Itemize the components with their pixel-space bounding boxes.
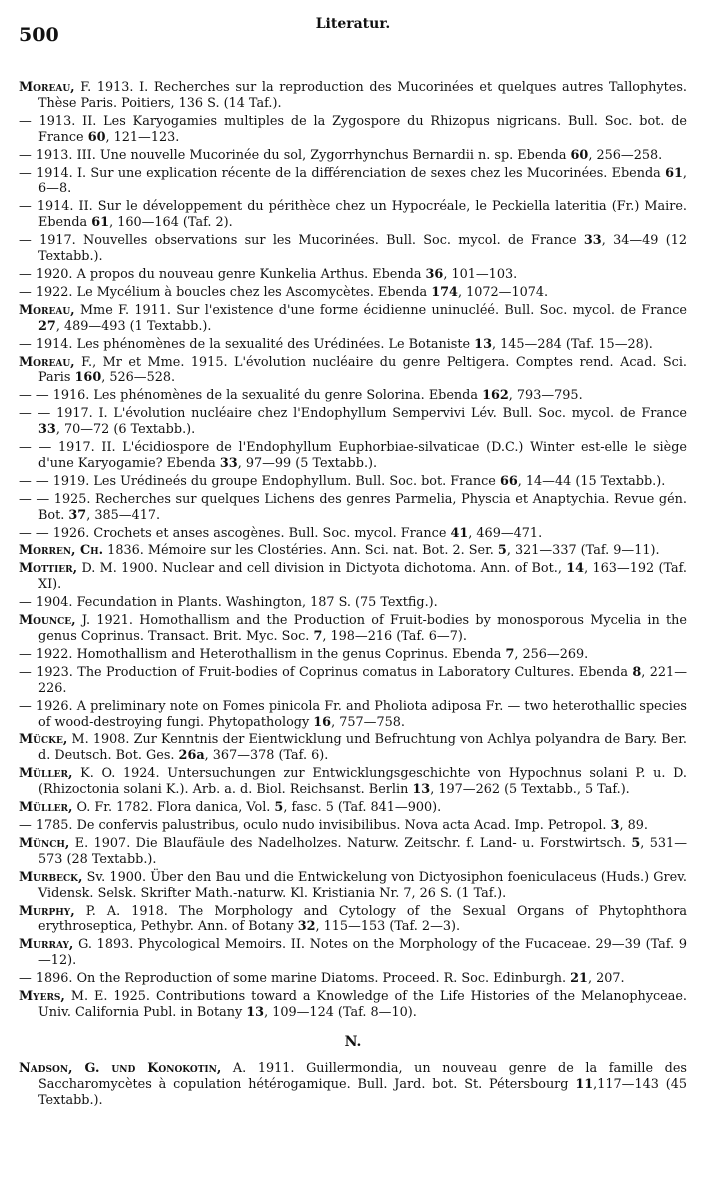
entry-text-end: , 757—758. (331, 714, 405, 730)
entry-text-end: , 197—262 (5 Textabb., 5 Taf.). (430, 782, 630, 798)
bibliography-entry (19, 337, 687, 353)
bibliography-entry (19, 613, 687, 645)
entry-author: Mücke, (19, 732, 68, 748)
entry-volume: 33 (38, 422, 56, 438)
bibliography-entry (19, 561, 687, 593)
entry-text-end: , 321—337 (Taf. 9—11). (506, 543, 660, 559)
entry-author: Mounce, (19, 613, 76, 629)
entry-author: Münch, (19, 835, 70, 851)
entry-volume: 33 (219, 455, 238, 471)
entry-text: — — 1916. Les phénomènes de la sexualité du genre Solorina. Ebenda (19, 388, 483, 404)
running-title: Literatur. (315, 16, 391, 32)
entry-volume: 11 (575, 1076, 594, 1092)
entry-text: — 1913. III. Une nouvelle Mucorinée du sol, Zygorrhynchus Bernardii n. sp. Ebenda (19, 147, 571, 163)
bibliography-entry (19, 665, 687, 697)
bibliography-entry (19, 440, 687, 472)
entry-volume: 66 (499, 473, 518, 489)
bibliography-entry (19, 1061, 687, 1109)
entry-text-end: , 526—528. (101, 370, 176, 386)
entry-text-end: ,117—143 (45 Textabb.). (38, 1076, 687, 1108)
entry-text-end: , 207. (587, 971, 625, 987)
entry-author: Moreau, (19, 354, 75, 370)
entry-author: Morren, Ch. (19, 543, 104, 559)
entry-text-end: , 1072—1074. (457, 284, 549, 300)
entry-volume: 5 (631, 835, 641, 851)
bibliography-entry (19, 80, 687, 112)
entry-text: — — 1919. Les Urédineés du groupe Endophyllum. Bull. Soc. bot. France (19, 473, 500, 489)
entry-author: Moreau, (19, 302, 75, 318)
bibliography-entry (19, 818, 687, 834)
entry-text: M. 1908. Zur Kenntnis der Eientwicklung und Befruchtung von Achlya polyandra de Bary. Ber. d. Deutsch. Bot. Ges. (38, 732, 687, 764)
entry-volume: 60 (87, 129, 106, 145)
entry-text: A. 1911. Guillermondia, un nouveau genre de la famille des Saccharomycètes à copulation hétérogamique. Bull. Jard. bot. St. Pétersbourg (38, 1060, 687, 1092)
bibliography-entry (19, 732, 687, 764)
bibliography-entry (19, 492, 687, 524)
entry-volume: 162 (482, 388, 509, 404)
entry-author: Murphy, (19, 903, 75, 919)
entry-text-end: , 531—573 (28 Textabb.). (38, 835, 687, 867)
bibliography-entry (19, 937, 687, 969)
bibliography-entry (19, 989, 687, 1021)
entry-text: E. 1907. Die Blaufäule des Nadelholzes. Naturw. Zeitschr. f. Land- u. Forstwirtsch. (69, 835, 632, 851)
entry-text-end: , 385—417. (86, 507, 161, 523)
entry-volume: 16 (313, 714, 332, 730)
section-letter: N. (344, 1033, 362, 1050)
entry-text-end: , 256—269. (514, 646, 589, 662)
entry-author: Nadson, G. und Konokotin, (19, 1060, 222, 1076)
page-header (19, 16, 687, 50)
entry-text: M. E. 1925. Contributions toward a Knowledge of the Life Histories of the Melanophyceae. Univ. California Publ. in Botany (38, 989, 687, 1020)
entry-text: — 1785. De confervis palustribus, oculo nudo invisibilibus. Nova acta Acad. Imp. Petropol. (19, 817, 611, 833)
entry-text: — 1917. Nouvelles observations sur les Mucorinées. Bull. Soc. mycol. de France (19, 233, 584, 249)
entry-text-end: , 97—99 (5 Textabb.). (237, 455, 378, 471)
entry-text-end: , 34—49 (12 Textabb.). (38, 233, 688, 265)
entry-text-end: , 145—284 (Taf. 15—28). (491, 336, 653, 352)
bibliography-entry (19, 474, 687, 490)
entry-volume: 36 (425, 266, 444, 282)
entry-text: — 1922. Homothallism and Heterothallism in the genus Coprinus. Ebenda (19, 646, 506, 662)
entry-text: — 1904. Fecundation in Plants. Washington, 187 S. (75 Textfig.). (19, 595, 438, 611)
bibliography-entry (19, 267, 687, 283)
bibliography-entry (19, 870, 687, 902)
bibliography-entry (19, 699, 687, 731)
entry-text: — — 1925. Recherches sur quelques Lichens des genres Parmelia, Physcia et Anaptychia. Revue gén. Bot. (19, 491, 687, 523)
entry-text: 1836. Mémoire sur les Clostéries. Ann. Sci. nat. Bot. 2. Ser. (103, 543, 498, 559)
entry-text: — — 1917. I. L'évolution nucléaire chez l'Endophyllum Sempervivi Lév. Bull. Soc. mycol. de France (19, 406, 687, 422)
bibliography-entries-n (19, 1061, 687, 1109)
bibliography-entry (19, 166, 687, 198)
bibliography-entries-m (19, 80, 687, 1021)
entry-volume: 27 (38, 318, 56, 334)
entry-text-end: , 367—378 (Taf. 6). (204, 748, 329, 764)
entry-volume: 26a (178, 748, 205, 764)
entry-text: — — 1917. II. L'écidiospore de l'Endophyllum Euphorbiae-silvaticae (D.C.) Winter est-elle le siège d'une Karyogamie? Ebenda (19, 440, 687, 471)
entry-volume: 8 (632, 664, 642, 680)
entry-text-end: , 101—103. (443, 266, 518, 282)
entry-text-end: , 198—216 (Taf. 6—7). (322, 629, 467, 644)
entry-text: P. A. 1918. The Morphology and Cytology of the Sexual Organs of Phytophthora erythroseptica, Pethybr. Ann. of Botany (38, 903, 687, 935)
entry-volume: 5 (274, 800, 284, 816)
bibliography-entry (19, 114, 687, 146)
entry-author: Müller, (19, 800, 73, 816)
bibliography-entry (19, 199, 687, 231)
bibliography-entry (19, 543, 687, 559)
entry-text-end: , 163—192 (Taf. XI). (38, 561, 687, 593)
entry-text: J. 1921. Homothallism and the Production of Fruit-bodies by monosporous Mycelia in the genus Coprinus. Transact. Brit. Myc. Soc. (38, 613, 687, 644)
bibliography-entry (19, 526, 687, 542)
entry-text: — 1914. II. Sur le développement du périthèce chez un Hypocréale, le Peckiella lateritia (Fr.) Maire. Ebenda (19, 199, 687, 231)
entry-volume: 13 (246, 1004, 265, 1020)
entry-text-end: , 469—471. (468, 525, 543, 541)
bibliography-entry (19, 647, 687, 663)
bibliography-entry (19, 971, 687, 987)
entry-text: Mme F. 1911. Sur l'existence d'une forme écidienne uninucléé. Bull. Soc. mycol. de France (74, 302, 687, 318)
entry-volume: 61 (665, 165, 683, 181)
entry-volume: 41 (450, 525, 469, 541)
bibliography-entry (19, 233, 687, 265)
entry-text-end: , 14—44 (15 Textabb.). (517, 473, 666, 489)
entry-text-end: , 221—226. (38, 664, 687, 696)
entry-text: — 1920. A propos du nouveau genre Kunkelia Arthus. Ebenda (19, 266, 426, 282)
entry-text-end: , 109—124 (Taf. 8—10). (264, 1004, 417, 1020)
entry-volume: 37 (68, 507, 87, 523)
entry-text: — 1926. A preliminary note on Fomes pinicola Fr. and Pholiota adiposa Fr. — two heterothallic species of wood-destroying fungi. Phytopathology (19, 698, 687, 730)
entry-text-end: , 115—153 (Taf. 2—3). (315, 919, 461, 935)
entry-text-end: , 489—493 (1 Textabb.). (55, 318, 212, 334)
entry-volume: 33 (583, 233, 602, 249)
entry-author: Müller, (19, 766, 73, 782)
entry-volume: 7 (505, 646, 515, 662)
entry-text-end: , 6—8. (38, 165, 687, 197)
entry-volume: 7 (313, 629, 323, 644)
entry-text: F. 1913. I. Recherches sur la reproduction des Mucorinées et quelques autres Tallophytes. Thèse Paris. Poitiers, 136 S. (14 Taf.). (38, 80, 687, 111)
bibliography-entry (19, 388, 687, 404)
entry-text: — 1914. Les phénomènes de la sexualité des Urédinées. Le Botaniste (19, 336, 475, 352)
entry-author: Myers, (19, 989, 65, 1005)
entry-text-end: , 256—258. (588, 147, 663, 163)
entry-text: K. O. 1924. Untersuchungen zur Entwicklungsgeschichte von Hypochnus solani P. u. D. (Rhizoctonia solani K.). Arb. a. d. Biol. Reichsanst. Berlin (38, 766, 687, 798)
bibliography-entry (19, 836, 687, 868)
bibliography-entry (19, 800, 687, 816)
bibliography-entry (19, 285, 687, 301)
entry-text: — 1913. II. Les Karyogamies multiples de la Zygospore du Rhizopus nigricans. Bull. Soc. bot. de France (19, 113, 687, 145)
bibliography-entry (19, 148, 687, 164)
entry-author: Murbeck, (19, 869, 83, 885)
bibliography-entry (19, 303, 687, 335)
entry-volume: 21 (570, 971, 588, 987)
entry-volume: 32 (297, 919, 316, 935)
bibliography-entry (19, 766, 687, 798)
entry-text: — — 1926. Crochets et anses ascogènes. Bull. Soc. mycol. France (19, 525, 451, 541)
entry-volume: 160 (74, 370, 102, 386)
entry-text: — 1923. The Production of Fruit-bodies of Coprinus comatus in Laboratory Cultures. Ebenda (19, 664, 633, 680)
entry-text-end: , 793—795. (508, 388, 583, 404)
entry-volume: 60 (570, 147, 589, 163)
bibliography-entry (19, 355, 687, 387)
entry-text-end: , fasc. 5 (Taf. 841—900). (283, 800, 442, 816)
bibliography-entry (19, 406, 687, 438)
entry-volume: 5 (497, 543, 507, 559)
entry-volume: 13 (412, 782, 431, 798)
entry-volume: 61 (91, 215, 110, 231)
entry-text-end: , 160—164 (Taf. 2). (109, 215, 233, 231)
page-number: 500 (19, 24, 59, 46)
bibliography-entry (19, 904, 687, 936)
entry-volume: 3 (610, 817, 620, 833)
entry-text-end: , 70—72 (6 Textabb.). (55, 422, 196, 438)
entry-volume: 174 (431, 284, 458, 300)
entry-volume: 14 (566, 561, 585, 577)
bibliography-entry (19, 595, 687, 611)
entry-text: — 1922. Le Mycélium à boucles chez les Ascomycètes. Ebenda (19, 284, 432, 300)
entry-text: — 1896. On the Reproduction of some marine Diatoms. Proceed. R. Soc. Edinburgh. (19, 971, 571, 987)
entry-text: O. Fr. 1782. Flora danica, Vol. (72, 800, 275, 816)
entry-text: Sv. 1900. Über den Bau und die Entwickelung von Dictyosiphon foeniculaceus (Huds.) Grev. Vidensk. Selsk. Skrifter Math.-naturw. Kl. Kristiania Nr. 7, 26 S. (1 Taf.). (38, 869, 687, 901)
entry-text: G. 1893. Phycological Memoirs. II. Notes on the Morphology of the Fucaceae. 29—39 (Taf. 9—12). (38, 937, 687, 969)
entry-text-end: , 89. (619, 817, 648, 833)
entry-text-end: , 121—123. (105, 129, 180, 145)
entry-text: — 1914. I. Sur une explication récente de la différenciation de sexes chez les Mucorinées. Ebenda (19, 165, 666, 181)
entry-author: Mottier, (19, 561, 78, 577)
entry-text: D. M. 1900. Nuclear and cell division in Dictyota dichotoma. Ann. of Bot., (77, 561, 567, 577)
entry-author: Moreau, (19, 80, 75, 95)
entry-author: Murray, (19, 937, 74, 953)
entry-volume: 13 (474, 336, 492, 352)
entry-text: F., Mr et Mme. 1915. L'évolution nucléaire du genre Peltigera. Comptes rend. Acad. Sci. Paris (38, 354, 687, 386)
